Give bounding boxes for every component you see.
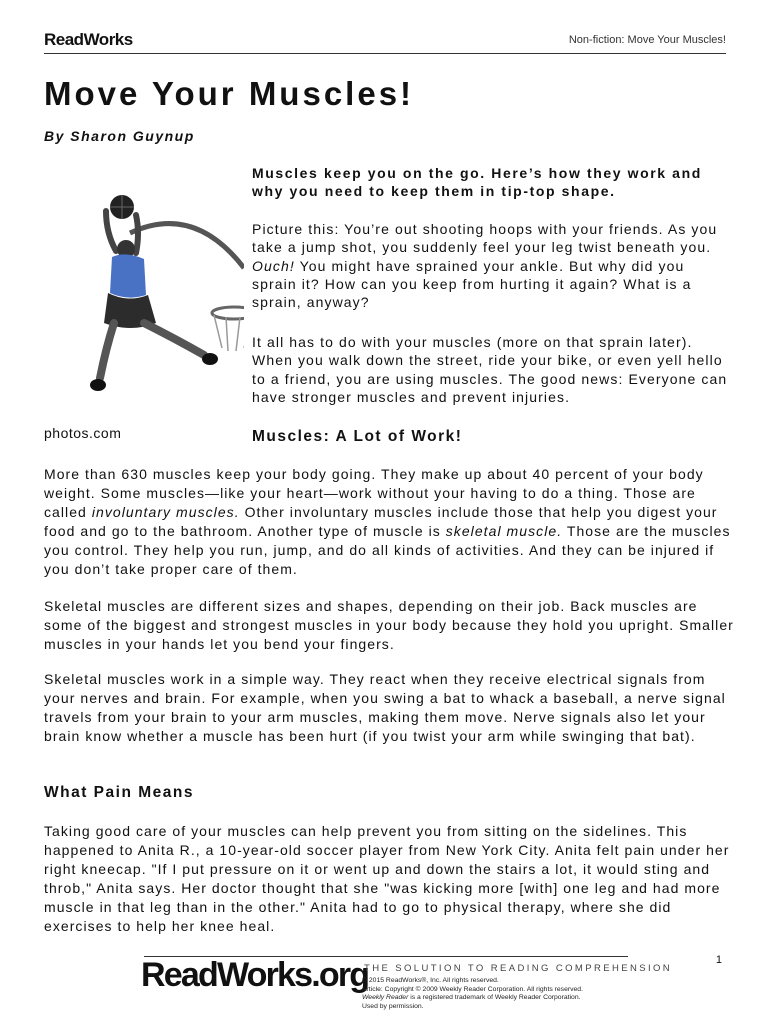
permission-line: Used by permission. [362, 1002, 424, 1010]
header-divider [44, 53, 726, 54]
article-intro [252, 164, 732, 201]
s1p1-text-a: More than 630 muscles keep your body going. They make up about 40 percent of your body weight. Some muscles—like your heart—work without your having to do a thing. Those are called [44, 466, 704, 520]
article-byline: By Sharon Guynup [44, 128, 195, 144]
article-title: Move Your Muscles! [44, 75, 415, 112]
section1-paragraph-3: Skeletal muscles work in a simple way. They react when they receive electrical signals from your nerves and brain. For example, when you swing a bat to whack a baseball, a nerve signal travels from your brain to your arm muscles, making them move. Nerve signals also let your brain know whether a muscle has been hurt (if you twist your arm while swinging that bat). [44, 671, 726, 744]
article-paragraph-2 [252, 333, 732, 406]
page-number: 1 [715, 954, 722, 966]
para1-text-a: Picture this: You’re out shooting hoops with your friends. As you take a jump shot, you suddenly feel your leg twist beneath you. [252, 221, 718, 256]
basketball-player-photo [44, 163, 244, 421]
header-logo: ReadWorks [44, 30, 133, 49]
article-paragraph-1 [252, 220, 732, 311]
para2-text: It all has to do with your muscles (more on that sprain later). When you walk down the street, ride your bike, or even yell hello to a friend, you are using muscles. The good news: Everyone can have stronger muscles and prevent injuries. [252, 334, 728, 405]
photo-credit: photos.com [44, 425, 122, 441]
s1p1-emphasis-1: involuntary muscles. [91, 503, 240, 520]
trademark-text: is a registered trademark of Weekly Reader Corporation. [408, 994, 581, 1002]
footer-legal [362, 977, 662, 1011]
intro-text: Muscles keep you on the go. Here’s how they work and why you need to keep them in tip-top shape. [252, 165, 702, 200]
section-heading-muscles: Muscles: A Lot of Work! [252, 428, 463, 445]
copyright-line: © 2015 ReadWorks®, Inc. All rights reserved. [362, 977, 499, 984]
para1-text-b: You might have sprained your ankle. But why did you sprain it? How can you keep from hurting it again? What is a sprain, anyway? [252, 257, 692, 311]
trademark-name: Weekly Reader [362, 994, 409, 1002]
section2-paragraph-1: Taking good care of your muscles can help prevent you from sitting on the sidelines. This happened to Anita R., a 10-year-old soccer player from New York City. Anita felt pain under her right kneecap. "If I put pressure on it or went up and down the stairs a lot, it would sting and throb," Anita says. Her doctor thought that she "was kicking more [with] one leg and had more muscle in that leg than in the other." Anita had to go to physical therapy, where she did exercises to help her knee heal. [44, 823, 730, 934]
header-subtitle: Non-fiction: Move Your Muscles! [568, 34, 726, 46]
section1-paragraph-1 [44, 465, 734, 578]
footer-logo: ReadWorks.org [141, 956, 369, 994]
article-copyright-line: Article: Copyright © 2009 Weekly Reader Corporation. All rights reserved. [362, 985, 583, 993]
section-heading-pain: What Pain Means [44, 784, 194, 801]
footer-tagline: THE SOLUTION TO READING COMPREHENSION [364, 963, 673, 974]
s1p1-text-c: Those are the muscles you control. They help you run, jump, and do all kinds of activities. And they can be injured if you don’t take proper care of them. [44, 522, 731, 577]
para1-emphasis: Ouch! [252, 257, 295, 274]
s1p1-emphasis-2: skeletal muscle. [445, 522, 563, 539]
s1p1-text-b: Other involuntary muscles include those that help you digest your food and go to the bathroom. Another type of muscle is [44, 503, 718, 539]
trademark-line [362, 994, 662, 1003]
section1-paragraph-2: Skeletal muscles are different sizes and shapes, depending on their job. Back muscles are some of the biggest and strongest muscles in your body because they hold you upright. Smaller muscles in your hands let you bend your fingers. [44, 598, 734, 652]
